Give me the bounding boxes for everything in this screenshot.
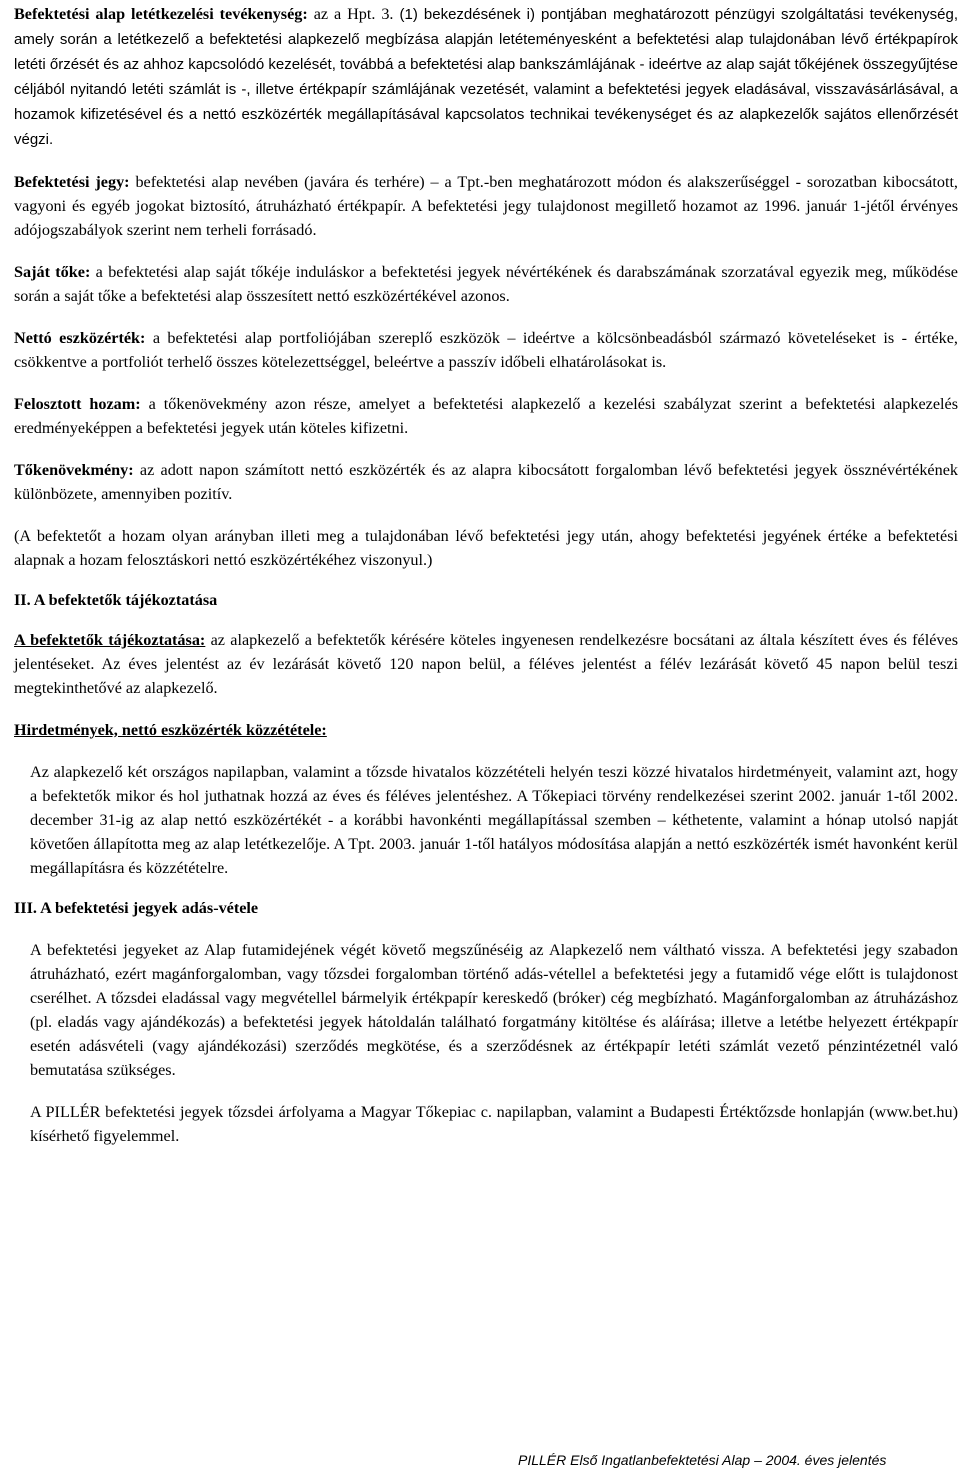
text-arfolyam: A PILLÉR befektetési jegyek tőzsdei árfolyama a Magyar Tőkepiac c. napilapban, valamint a Budapesti Értéktőzsde honlapján (www.bet.hu) kísérhető figyelemmel. bbox=[30, 1103, 958, 1145]
text-letetkezeles: (1) bekezdésének i) pontjában meghatározott pénzügyi szolgáltatási tevékenység, amely során a letétkezelő a befektetési alapkezelő megbízása alapján letéteményesként a befektetési alap tulajdonában lévő értékpapírok letéti őrzését és az ahhoz kapcsolódó kezelését, továbbá a befektetési alap bankszámlájának - ideértve az alap saját tőkéjének összegyűjtése céljából nyitandó letéti számlát is -, illetve értékpapír számlájának vezetését, valamint a befektetési jegyek eladásával, visszavásárlásával, a hozamok kifizetésével és a nettó eszközérték megállapításával kapcsolatos technikai tevékenységet és az alapkezelők sajátos ellenőrzését végzi. bbox=[14, 6, 958, 148]
paragraph-sajat-toke bbox=[14, 260, 958, 308]
text-netto-eszkozertek: a befektetési alap portfoliójában szereplő eszközök – ideértve a kölcsönbeadásból származó követeléseket is - értéke, csökkentve a portfoliót terhelő összes kötelezettséggel, beleértve a passzív időbeli elhatárolásokat is. bbox=[14, 329, 958, 371]
term-felosztott-hozam: Felosztott hozam: bbox=[14, 395, 141, 413]
heading-adas-vetele: III. A befektetési jegyek adás-vétele bbox=[14, 899, 259, 917]
term-letetkezeles: Befektetési alap letétkezelési tevékenység: bbox=[14, 5, 308, 23]
text-adas-vetele: A befektetési jegyeket az Alap futamidejének végét követő megszűnéséig az Alapkezelő nem váltható vissza. A befektetési jegy szabadon átruházható, ezért magánforgalomban, vagy tőzsdei forgalomban történő adás-vétellel a befektetési jegy a futamidő vége előtt is tulajdonost cserélhet. A tőzsdei eladással vagy megvétellel bármelyik értékpapír kereskedő (bróker) cég megbízható. Magánforgalomban az átruházáshoz (pl. eladás vagy ajándékozás) a befektetési jegyek hátoldalán található forgatmány kitöltése és aláírása; illetve a letétbe helyezett értékpapír esetén adásvételi (vagy ajándékozási) szerződés megkötése, és a szerződésnek az értékpapír letéti számlát vezető pénzintézetnél való bemutatása szükséges. bbox=[30, 941, 958, 1079]
text-tokenovekmeny: az adott napon számított nettó eszközérték és az alapra kibocsátott forgalomban lévő befektetési jegyek össznévértékének különbözete, amennyiben pozitív. bbox=[14, 461, 958, 503]
text-hozam-megjegyzes: (A befektetőt a hozam olyan arányban illeti meg a tulajdonában lévő befektetési jegy után, ahogy befektetési jegyének értéke a befektetési alapnak a hozam felosztáskori nettó eszközértékéhez viszonyul.) bbox=[14, 527, 958, 569]
paragraph-befektetok-tajekoztatasa bbox=[14, 628, 958, 700]
term-befektetok-tajekoztatasa: A befektetők tájékoztatása: bbox=[14, 631, 206, 649]
text-felosztott-hozam: a tőkenövekmény azon része, amelyet a befektetési alapkezelő a kezelési szabályzat szerint a befektetési alapkezelés eredményeképpen a befektetési jegyek után köteles kifizetni. bbox=[14, 395, 959, 437]
lead-hpt: az a Hpt. 3. bbox=[307, 5, 394, 23]
paragraph-felosztott-hozam bbox=[14, 392, 958, 440]
text-befektetok-tajekoztatasa: az alapkezelő a befektetők kérésére köteles ingyenesen rendelkezésre bocsátani az általa készített éves és féléves jelentéseket. Az éves jelentést az év lezárását követő 120 napon belül, a féléves jelentést a félév lezárását követő 45 napon belül teszi megtekinthetővé az alapkezelő. bbox=[14, 631, 958, 697]
heading-hirdetmenyek: Hirdetmények, nettó eszközérték közzététele: bbox=[14, 721, 327, 739]
text-befektetesi-jegy: befektetési alap nevében (javára és terhére) – a Tpt.-ben meghatározott módon és alakszerűséggel - sorozatban kibocsátott, vagyoni és egyéb jogokat biztosító, átruházható értékpapír. A befektetési jegy tulajdonost megillető hozamot az 1996. január 1-jétől érvényes adójogszabályok szerint nem terheli forrásadó. bbox=[14, 173, 958, 239]
paragraph-netto-eszkozertek bbox=[14, 326, 958, 374]
paragraph-befektetesi-jegy bbox=[14, 170, 958, 242]
text-hirdetmenyek: Az alapkezelő két országos napilapban, valamint a tőzsde hivatalos közzétételi helyén teszi közzé hivatalos hirdetményeit, valamint azt, hogy a befektetők mikor és hol juthatnak hozzá az éves és féléves jelentéshez. A Tőkepiaci törvény rendelkezései szerint 2002. január 1-től 2002. december 31-ig az alap nettó eszközértékét - a korábbi havonkénti megállapítással szemben – kéthetente, valamint a hónap utolsó napját követően állapította meg az alap letétkezelője. A Tpt. 2003. január 1-től hatályos módosítása alapján a nettó eszközérték ismét havonként kerül megállapításra és közzétételre. bbox=[30, 763, 958, 877]
term-tokenovekmeny: Tőkenövekmény: bbox=[14, 461, 134, 479]
paragraph-arfolyam bbox=[14, 1100, 958, 1148]
paragraph-adas-vetele bbox=[14, 938, 958, 1082]
paragraph-hirdetmenyek bbox=[14, 760, 958, 880]
page-footer: PILLÉR Első Ingatlanbefektetési Alap – 2004. éves jelentés bbox=[518, 1452, 887, 1468]
text-sajat-toke: a befektetési alap saját tőkéje induláskor a befektetési jegyek névértékének és darabszámának szorzatával egyezik meg, működése során a saját tőke a befektetési alap összesített nettó eszközértékével azonos. bbox=[14, 263, 958, 305]
term-netto-eszkozertek: Nettó eszközérték: bbox=[14, 329, 146, 347]
term-sajat-toke: Saját tőke: bbox=[14, 263, 91, 281]
paragraph-hozam-megjegyzes bbox=[14, 524, 958, 572]
term-befektetesi-jegy: Befektetési jegy: bbox=[14, 173, 130, 191]
document-page bbox=[14, 0, 958, 1148]
heading-befektetok-tajekoztatasa: II. A befektetők tájékoztatása bbox=[14, 591, 218, 609]
paragraph-letetkezeles bbox=[14, 2, 958, 152]
paragraph-tokenovekmeny bbox=[14, 458, 958, 506]
